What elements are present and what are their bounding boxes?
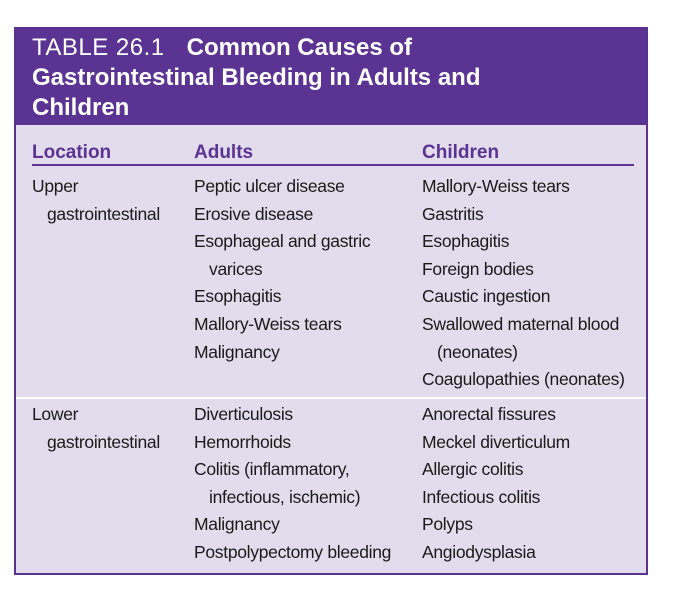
list-item: Caustic ingestion [422,286,551,307]
table-label: TABLE 26.1 [32,34,165,61]
row-upper-location [32,173,160,228]
table-title-part-2: Gastrointestinal Bleeding in Adults and [32,64,481,91]
location-line: Upper [32,176,79,196]
list-item: Esophagitis [422,231,510,252]
header-location: Location [32,142,112,163]
location-line: gastrointestinal [47,203,160,224]
list-item: Postpolypectomy bleeding [194,541,392,562]
list-item: Esophagitis [194,286,282,307]
row-lower-children [422,401,570,567]
header-children: Children [422,142,500,163]
list-item: Allergic colitis [422,459,524,480]
list-item: Colitis (inflammatory, [194,459,350,480]
list-item: Hemorrhoids [194,431,291,452]
location-line: gastrointestinal [47,431,160,452]
list-item: Malignancy [194,341,280,362]
location-line: Lower [32,404,79,424]
list-item: Swallowed maternal blood [422,313,620,334]
list-item: (neonates) [437,341,518,362]
header-adults: Adults [194,142,254,163]
list-item: Polyps [422,514,473,535]
list-item: Mallory-Weiss tears [422,176,570,196]
list-item: infectious, ischemic) [209,486,361,507]
table-title-bar [16,29,646,125]
list-item: Meckel diverticulum [422,431,570,452]
list-item: varices [209,258,263,279]
row-lower-location [32,401,160,456]
list-item: Foreign bodies [422,258,534,279]
list-item: Diverticulosis [194,404,293,424]
table-title-part-3: Children [32,94,130,121]
table-title-part-1: Common Causes of [186,34,413,61]
list-item: Coagulopathies (neonates) [422,369,625,390]
row-upper-adults [194,173,370,366]
list-item: Gastritis [422,203,484,224]
list-item: Erosive disease [194,203,314,224]
row-divider [16,397,646,399]
header-rule [32,164,634,166]
row-upper-children [422,173,625,394]
list-item: Infectious colitis [422,486,541,507]
list-item: Angiodysplasia [422,541,536,562]
title-line-1 [32,33,646,63]
list-item: Malignancy [194,514,280,535]
row-lower-adults [194,401,391,567]
list-item: Esophageal and gastric [194,231,371,252]
list-item: Peptic ulcer disease [194,176,345,196]
list-item: Mallory-Weiss tears [194,313,342,334]
causes-table [14,27,648,575]
list-item: Anorectal fissures [422,404,556,424]
